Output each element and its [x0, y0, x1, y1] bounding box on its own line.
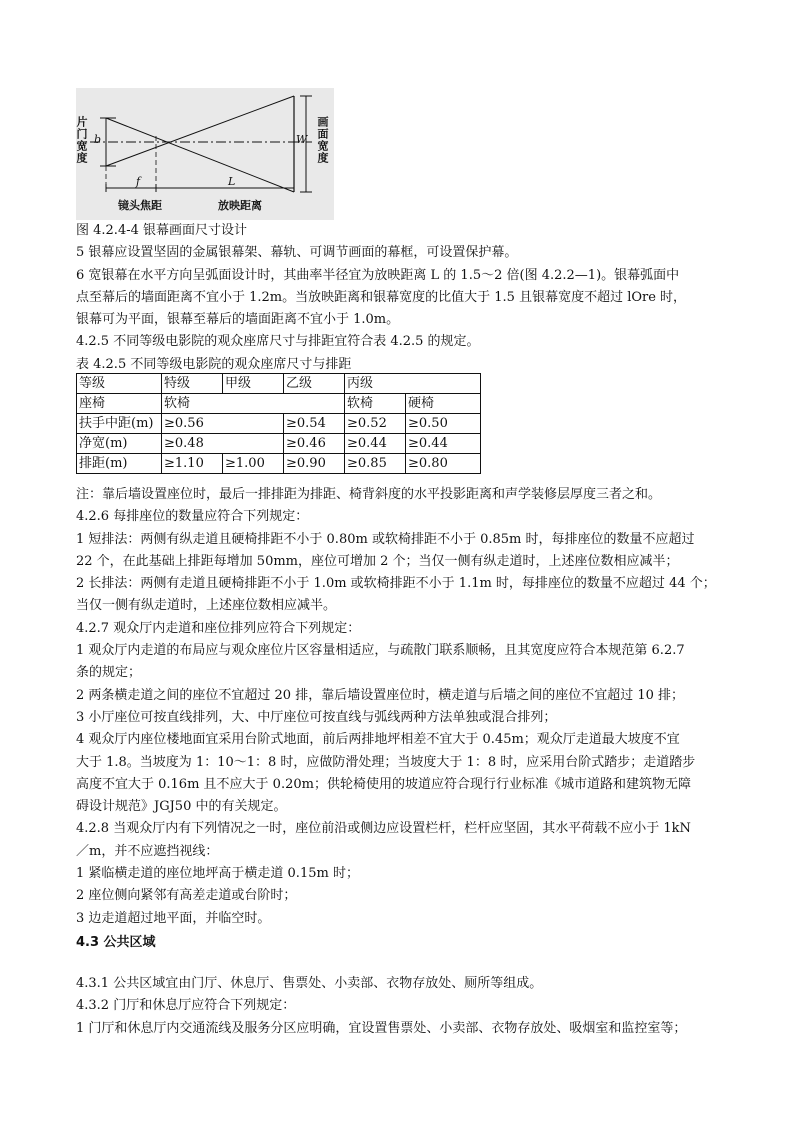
text-block-middle	[76, 484, 726, 930]
paragraph-4-2-7: 4.2.7 观众厅内走道和座位排列应符合下列规定：	[76, 620, 361, 636]
f-label: f	[136, 175, 141, 188]
figure-caption: 图 4.2.4-4 银幕画面尺寸设计	[76, 223, 248, 238]
paragraph-4-2-5: 4.2.5 不同等级电影院的观众座席尺寸与排距宜符合表 4.2.5 的规定。	[76, 334, 480, 350]
table-row	[77, 374, 481, 394]
table-cell: 特级	[162, 374, 223, 394]
table-note: 注：靠后墙设置座位时，最后一排排距为排距、椅背斜度的水平投影距离和声学装修层厚度三者之和。	[76, 487, 662, 502]
seat-size-table	[76, 373, 481, 474]
paragraph-4-2-7-4b: 大于 1.8。当坡度为 1：10～1：8 时，应做防滑处理；当坡度大于 1：8 时，应采用台阶式踏步；走道踏步	[76, 754, 696, 770]
screen-width-label: 画面宽度	[316, 116, 329, 164]
gate-width-label: 片门宽度	[75, 116, 88, 164]
paragraph-4-2-8b: ／m，并不应遮挡视线：	[76, 843, 219, 859]
paragraph-4-2-6-2b: 当仅一侧有纵走道时，上述座位数相应减半。	[76, 598, 337, 614]
paragraph-4-2-6-1b: 22 个，在此基础上排距每增加 50mm，座位可增加 2 个；当仅一侧有纵走道时，上述座位数相应减半；	[76, 553, 679, 569]
paragraph-6-line1: 6 宽银幕在水平方向呈弧面设计时，其曲率半径宜为放映距离 L 的 1.5～2 倍(图 4.2.2—1)。银幕弧面中	[76, 267, 680, 283]
paragraph-4-2-7-4c: 高度不宜大于 0.16m 且不应大于 0.20m；供轮椅使用的坡道应符合现行行业标准《城市道路和建筑物无障	[76, 776, 691, 792]
paragraph-4-2-6-2a: 2 长排法：两侧有走道且硬椅排距不小于 1.0m 或软椅排距不小于 1.1m 时，每排座位的数量不应超过 44 个；	[76, 576, 716, 592]
table-cell: ≥0.54	[284, 414, 345, 434]
table-cell: 等级	[77, 374, 162, 394]
b-label: b	[94, 133, 102, 146]
table-cell: ≥0.50	[406, 414, 481, 434]
paragraph-4-3-2: 4.3.2 门厅和休息厅应符合下列规定：	[76, 998, 296, 1014]
table-row	[77, 454, 481, 474]
table-cell: 座椅	[77, 394, 162, 414]
paragraph-6-line2: 点至幕后的墙面距离不宜小于 1.2m。当放映距离和银幕宽度的比值大于 1.5 且银幕宽度不超过 lOre 时，	[76, 289, 687, 305]
paragraph-4-2-7-1a: 1 观众厅内走道的布局应与观众座位片区容量相适应，与疏散门联系顺畅，且其宽度应符合本规范第 6.2.7	[76, 643, 685, 659]
table-cell: 排距(m)	[77, 454, 162, 474]
table-cell: 软椅	[162, 394, 345, 414]
table-cell: ≥0.80	[406, 454, 481, 474]
table-cell: ≥1.00	[223, 454, 284, 474]
table-cell: ≥0.44	[406, 434, 481, 454]
table-cell: ≥0.46	[284, 434, 345, 454]
paragraph-4-3-2-1: 1 门厅和休息厅内交通流线及服务分区应明确，宜设置售票处、小卖部、衣物存放处、吸烟室和监控室等；	[76, 1020, 687, 1036]
w-label: W	[296, 133, 308, 146]
table-cell: 净宽(m)	[77, 434, 162, 454]
l-label: L	[228, 175, 236, 188]
paragraph-4-2-7-3: 3 小厅座位可按直线排列，大、中厅座位可按直线与弧线两种方法单独或混合排列；	[76, 709, 557, 725]
paragraph-4-2-8-1: 1 紧临横走道的座位地坪高于横走道 0.15m 时；	[76, 866, 359, 882]
paragraph-4-2-6-1a: 1 短排法：两侧有纵走道且硬椅排距不小于 0.80m 或软椅排距不小于 0.85m 时，每排座位的数量不应超过	[76, 531, 695, 547]
section-heading-4-3: 4.3 公共区域	[76, 935, 156, 950]
paragraph-4-2-7-4a: 4 观众厅内座位楼地面宜采用台阶式地面，前后两排地坪相差不宜大于 0.45m；观众厅走道最大坡度不宜	[76, 732, 680, 748]
table-cell: ≥0.56	[162, 414, 284, 434]
table-cell: ≥0.90	[284, 454, 345, 474]
table-cell: ≥0.44	[345, 434, 406, 454]
table-caption: 表 4.2.5 不同等级电影院的观众座席尺寸与排距	[76, 356, 352, 372]
projection-diagram-svg	[76, 88, 334, 220]
table-cell: ≥0.48	[162, 434, 284, 454]
table-row	[77, 414, 481, 434]
text-block-top	[76, 220, 726, 376]
paragraph-6-line3: 银幕可为平面，银幕至幕后的墙面距离不宜小于 1.0m。	[76, 312, 400, 328]
paragraph-4-2-8a: 4.2.8 当观众厅内有下列情况之一时，座位前沿或侧边应设置栏杆，栏杆应坚固，其水平荷载不应小于 1kN	[76, 821, 691, 837]
table-cell: ≥1.10	[162, 454, 223, 474]
table-cell: 软椅	[345, 394, 406, 414]
paragraph-4-2-7-4d: 碍设计规范》JGJ50 中的有关规定。	[76, 799, 287, 815]
table-cell: ≥0.85	[345, 454, 406, 474]
paragraph-4-2-7-1b: 条的规定；	[76, 665, 142, 681]
focal-length-label: 镜头焦距	[118, 199, 162, 212]
table-cell: 丙级	[345, 374, 481, 394]
paragraph-4-2-7-2: 2 两条横走道之间的座位不宜超过 20 排，靠后墙设置座位时，横走道与后墙之间的座位不宜超过 10 排；	[76, 687, 685, 703]
table-cell: 硬椅	[406, 394, 481, 414]
paragraph-4-2-6: 4.2.6 每排座位的数量应符合下列规定：	[76, 509, 309, 525]
paragraph-4-2-8-3: 3 边走道超过地平面，并临空时。	[76, 910, 271, 926]
table-cell: ≥0.52	[345, 414, 406, 434]
text-block-bottom	[76, 973, 726, 1040]
table-cell: 甲级	[223, 374, 284, 394]
table-row	[77, 394, 481, 414]
paragraph-4-3-1: 4.3.1 公共区域宜由门厅、休息厅、售票处、小卖部、衣物存放处、厕所等组成。	[76, 976, 543, 991]
paragraph-4-2-8-2: 2 座位侧向紧邻有高差走道或台阶时；	[76, 888, 297, 904]
projection-distance-label: 放映距离	[218, 199, 262, 212]
paragraph-5: 5 银幕应设置坚固的金属银幕架、幕轨、可调节画面的幕框，可设置保护幕。	[76, 245, 518, 261]
table-cell: 乙级	[284, 374, 345, 394]
screen-size-diagram	[76, 88, 334, 220]
table-cell: 扶手中距(m)	[77, 414, 162, 434]
table-row	[77, 434, 481, 454]
